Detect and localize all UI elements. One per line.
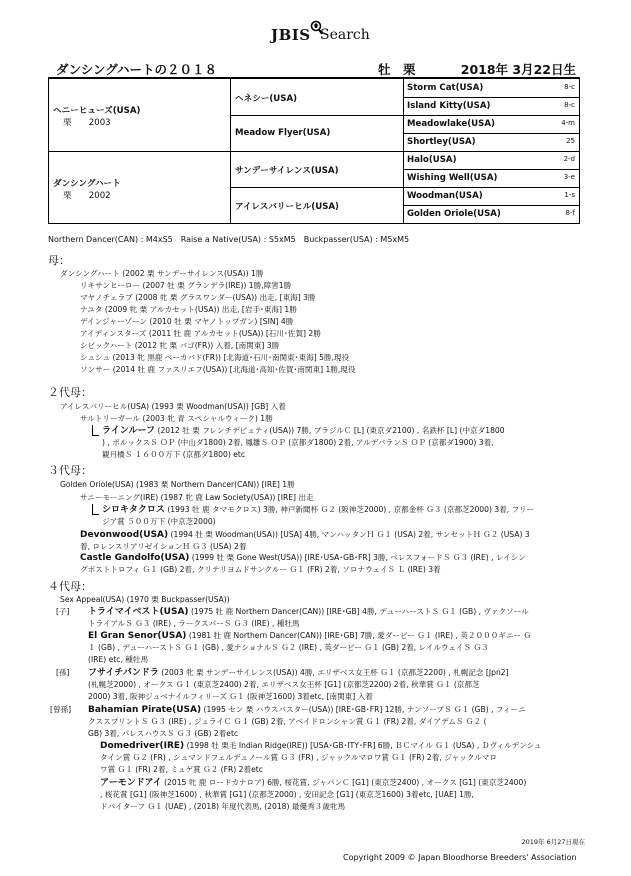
notable-foal-line-cont: (札幌芝2000) , オークス Ｇ１ (東京芝2400) 2着, エリザベス女王杯 [G1] (京都芝2200) 2着, 秋華賞 Ｇ１ (京都芝 bbox=[88, 680, 480, 689]
relation-tag-grandchild: [孫] bbox=[56, 668, 70, 677]
relation-tag-child: [子] bbox=[56, 607, 70, 616]
foal-line: リキサンヒーロー (2007 牡 栗 グランデラ(IRE)) 1勝,障害1勝 bbox=[80, 281, 292, 290]
horse-title-bar bbox=[48, 60, 580, 78]
section-2nd-dam-label: ２代母： bbox=[48, 386, 92, 399]
pedigree-dam-sire[interactable]: サンデーサイレンス(USA) bbox=[235, 166, 339, 176]
notable-foal-line-cont: GB) 3着, パレスハウスＳ Ｇ３ (GB) 2着etc bbox=[88, 729, 239, 738]
foal-line: マヤノチェラブ (2008 牝 栗 グラスワンダー(USA)) 出走, [東海] 3勝 bbox=[80, 293, 316, 302]
notable-foal-line-cont: 2000) 3着, 阪神ジュベナイルフィリーズ Ｇ１ (阪神芝1600) 3着etc, [南関東] 入着 bbox=[88, 692, 373, 701]
notable-foal-line-cont: クススプリントＳ Ｇ３ (IRE) , ジュライＣ Ｇ１ (GB) 2着, アベイドロンシャン賞 Ｇ１ (FR) 2着, ダイアデムＳ Ｇ２ ( bbox=[88, 717, 487, 726]
pedigree-great-5[interactable]: Halo(USA) 2-d bbox=[407, 155, 575, 165]
foal-line: アイディンスターズ (2011 牡 鹿 アルカセット(USA)) [石川･佐賀] 2勝 bbox=[80, 329, 321, 338]
foal-line: サルトリーガール (2003 牝 青 スペシャルウィーク) 1勝 bbox=[80, 414, 273, 423]
pedigree-sire[interactable] bbox=[53, 104, 140, 128]
notable-foal-line-cont: 観月橋Ｓ １６００万下 (京都ダ1800) etc bbox=[102, 450, 246, 459]
dam-info: 栗 2002 bbox=[63, 191, 111, 201]
horse-name: ダンシングハートの２０１８ bbox=[56, 62, 218, 77]
pedigree-table bbox=[48, 78, 580, 224]
pedigree-dam-dam[interactable]: アイレスバリーヒル(USA) bbox=[235, 202, 339, 212]
notable-foal-line-cont: タイン賞 Ｇ２ (FR) , シュマンドフェルデュノール賞 Ｇ３ (FR) , ジャックルマロワ賞 Ｇ１ (FR) 2着, ジャックルマロ bbox=[100, 753, 497, 762]
notable-foal-line: El Gran Senor(USA) (1981 牡 鹿 Northern Dancer(CAN)) [IRE･GB] 7勝, 愛ダービー Ｇ１ (IRE) , 英２０００ギニー Ｇ bbox=[88, 631, 532, 641]
section-dam-label: 母： bbox=[48, 254, 70, 267]
notable-foal-line: トライマイベスト(USA) (1975 牡 鹿 Northern Dancer(CAN)) [IRE･GB] 4勝, デューハーストＳ Ｇ１ (GB) , ヴァクソール bbox=[88, 607, 529, 617]
notable-foal-line-cont: １ (GB) , デューハーストＳ Ｇ１ (GB) , 愛ナショナルＳ Ｇ２ (IRE) , 英ダービー Ｇ１ (GB) 2着, レイルウェイＳ Ｇ３ bbox=[88, 643, 489, 652]
third-dam-line: Golden Oriole(USA) (1983 栗 Northern Dancer(CAN)) [IRE] 1勝 bbox=[60, 480, 295, 489]
horse-birth-date: 2018年 3月22日生 bbox=[460, 62, 576, 77]
pedigree-great-6[interactable]: Wishing Well(USA) 3-e bbox=[407, 173, 575, 183]
foal-line: ナユタ (2009 牝 栗 アルカセット(USA)) 出走, [岩手･東海] 1勝 bbox=[80, 305, 297, 314]
sire-info: 栗 2003 bbox=[63, 118, 111, 128]
notable-foal-line-cont: ドバイターフ Ｇ１ (UAE) , (2018) 年度代表馬, (2018) 最優秀３歳牝馬 bbox=[100, 802, 346, 811]
section-3rd-dam-label: ３代母： bbox=[48, 464, 92, 477]
notable-foal-line-cont: ジア賞 ５００万下 (中京芝2000) bbox=[102, 517, 216, 526]
sire-name: ヘニーヒューズ(USA) bbox=[53, 106, 141, 116]
horse-sex-color: 牡 栗 bbox=[378, 62, 416, 77]
foal-line: サニーモーニング(IRE) (1987 牝 鹿 Law Society(USA)) [IRE] 出走 bbox=[80, 493, 314, 502]
notable-foal-line: Castle Gandolfo(USA) (1999 牡 栗 Gone West(USA)) [IRE･USA･GB･FR] 3勝, ベレスフォードＳ Ｇ３ (IRE) , レイシン bbox=[80, 553, 526, 563]
foal-line: デインジャーゾーン (2010 牡 栗 マヤノトップガン) [SIN] 4勝 bbox=[80, 317, 294, 326]
notable-foal-line: ラインルーフ (2012 牡 栗 フレンチデピュティ(USA)) 7勝, ブラジルＣ [L] (東京ダ2100) , 名鉄杯 [L] (中京ダ1800 bbox=[102, 426, 505, 436]
notable-foal-line-cont: (IRE) etc, 種牡馬 bbox=[88, 655, 149, 664]
pedigree-dam[interactable] bbox=[53, 177, 121, 201]
relation-tag-great-grandchild: [曾孫] bbox=[50, 705, 72, 714]
notable-foal-line: Domedriver(IRE) (1998 牡 栗毛 Indian Ridge(IRE)) [USA･GB･ITY･FR] 6勝, ＢＣマイル Ｇ１ (USA) , Ｄヴィルデンシュ bbox=[100, 741, 542, 751]
notable-foal-line: Bahamian Pirate(USA) (1995 セン 栗 ハウスバスター(USA)) [IRE･GB･FR] 12勝, ナンソープＳ Ｇ１ (GB) , フィーニ bbox=[88, 705, 526, 715]
pedigree-great-4[interactable]: Shortley(USA) 25 bbox=[407, 137, 575, 147]
section-4th-dam-label: ４代母： bbox=[48, 580, 92, 593]
foal-line: シビックハート (2012 牝 栗 バゴ(FR)) 入着, [南関東] 3勝 bbox=[80, 341, 280, 350]
as-of-date: 2019年 6月27日現在 bbox=[521, 838, 585, 846]
notable-foal-line-cont: ) , ポルックスＳ ＯＰ (中山ダ1800) 2着, 鳳雛Ｓ ＯＰ (京都ダ1800) 2着, アルデバランＳ ＯＰ (京都ダ1900) 3着, bbox=[102, 438, 494, 447]
dam-line: ダンシングハート (2002 栗 サンデーサイレンス(USA)) 1勝 bbox=[60, 269, 264, 278]
pedigree-great-3[interactable]: Meadowlake(USA) 4-m bbox=[407, 119, 575, 129]
notable-foal-line-cont: 着, ロレンスリアリゼイションＨ Ｇ３ (USA) 2着 bbox=[80, 542, 247, 551]
jbis-search-logo[interactable] bbox=[271, 20, 371, 46]
notable-foal-line-cont: トライアルＳ Ｇ３ (IRE) , ラークスパーＳ Ｇ３ (IRE) , 種牡馬 bbox=[88, 619, 300, 628]
logo-jbis-text: JBIS bbox=[271, 26, 311, 44]
notable-foal-line: Devonwood(USA) (1994 牡 栗 Woodman(USA)) [USA] 4勝, マンハッタンＨ Ｇ１ (USA) 2着, サンセットＨ Ｇ２ (USA) 3 bbox=[80, 530, 530, 540]
pedigree-great-2[interactable]: Island Kitty(USA) 8-c bbox=[407, 101, 575, 111]
foal-line: シュシュ (2013 牝 黒鹿 ベーカバド(FR)) [北海道･石川･南関東･東海] 5勝,現役 bbox=[80, 353, 350, 362]
copyright: Copyright 2009 © Japan Bloodhorse Breeders' Association bbox=[343, 853, 577, 862]
foal-line: ソンサー (2014 牡 鹿 ファスリエフ(USA)) [北海道･高知･佐賀･南関東] 1勝,現役 bbox=[80, 365, 356, 374]
fourth-dam-line: Sex Appeal(USA) (1970 栗 Buckpasser(USA)) bbox=[60, 595, 230, 604]
pedigree-great-7[interactable]: Woodman(USA) 1-s bbox=[407, 191, 575, 201]
pedigree-sire-dam[interactable]: Meadow Flyer(USA) bbox=[235, 128, 331, 138]
notable-foal-line-cont: グポストトロフィ Ｇ１ (GB) 2着, クリテリヨムドサンクルー Ｇ１ (FR) 2着, ソロナウェイＳ Ｌ (IRE) 3着 bbox=[80, 565, 441, 574]
logo-search-text: Search bbox=[320, 27, 370, 43]
pedigree-great-8[interactable]: Golden Oriole(USA) 8-f bbox=[407, 209, 575, 219]
pedigree-sire-sire[interactable]: ヘネシー(USA) bbox=[235, 94, 298, 104]
notable-foal-line: シロキタクロス (1993 牡 鹿 タマモクロス) 3勝, 神戸新聞杯 Ｇ２ (阪神芝2000) , 京都金杯 Ｇ３ (京都芝2000) 3着, フリー bbox=[102, 505, 535, 515]
notable-foal-line: アーモンドアイ (2015 牝 鹿 ロードカナロア) 6勝, 桜花賞, ジャパンＣ [G1] (東京芝2400) , オークス [G1] (東京芝2400) bbox=[100, 778, 527, 788]
pedigree-great-1[interactable]: Storm Cat(USA) 8-c bbox=[407, 83, 575, 93]
inbreeding-summary: Northern Dancer(CAN) : M4xS5 Raise a Native(USA) : S5xM5 Buckpasser(USA) : M5xM5 bbox=[48, 235, 410, 244]
notable-foal-line-cont: ワ賞 Ｇ１ (FR) 2着, ミュゲ賞 Ｇ２ (FR) 2着etc bbox=[100, 765, 263, 774]
dam-name: ダンシングハート bbox=[53, 179, 121, 189]
notable-foal-line: フサイチパンドラ (2003 牝 栗 サンデーサイレンス(USA)) 4勝, エリザベス女王杯 Ｇ１ (京都芝2200) , 札幌記念 [Jpn2] bbox=[88, 668, 509, 678]
notable-foal-line-cont: , 桜花賞 [G1] (阪神芝1600) , 秋華賞 [G1] (京都芝2000) , 安田記念 [G1] (東京芝1600) 3着etc, [UAE] 1勝, bbox=[100, 790, 474, 799]
second-dam-line: アイレスバリーヒル(USA) (1993 栗 Woodman(USA)) [GB] 入着 bbox=[60, 402, 286, 411]
